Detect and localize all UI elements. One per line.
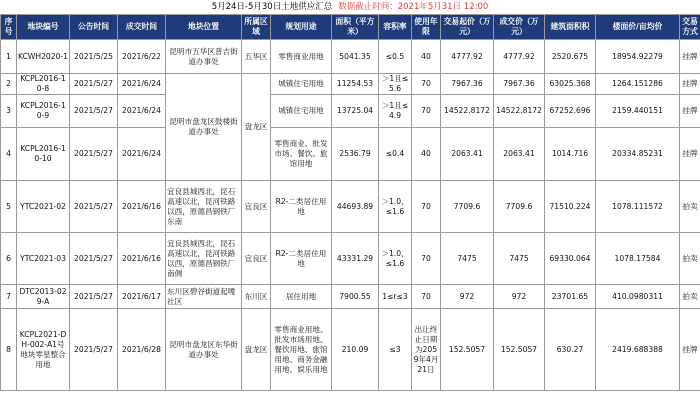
cell-term: 70 (412, 285, 441, 309)
cell-start-price: 7967.36 (441, 74, 494, 95)
cell-term: 70 (412, 74, 441, 95)
cell-location: 宜良县城西北，昆石高速以北，昆河铁路以西，原德昌钢铁厂东南 (166, 181, 242, 233)
cell-floor-area: 2520.675 (545, 40, 596, 74)
cell-trade-method: 挂牌 (680, 128, 700, 181)
cell-unit-price: 410.0980311 (596, 285, 680, 309)
cell-floor-area: 67252.696 (545, 95, 596, 128)
cell-unit-price: 20334.85231 (596, 128, 680, 181)
cell-deal-price: 7967.36 (494, 74, 545, 95)
cell-area: 13725.04 (332, 95, 379, 128)
cell-deal-price: 2063.41 (494, 128, 545, 181)
cell-deal-price: 7475 (494, 233, 545, 285)
cell-unit-price: 1264.151286 (596, 74, 680, 95)
cell-announce-date: 2021/5/27 (70, 181, 118, 233)
header-row (1, 15, 700, 40)
cell-deal-date: 2021/6/16 (118, 233, 166, 285)
cell-usage: 零售商业用地、批发市场用地、餐饮用地、旅馆用地、商务金融用地、娱乐用地 (271, 309, 332, 391)
cell-index: 7 (1, 285, 17, 309)
cell-trade-method: 挂牌 (680, 309, 700, 391)
cell-location: 昆明市五华区普吉街道办事处 (166, 40, 242, 74)
cell-announce-date: 2021/5/27 (70, 95, 118, 128)
cell-usage: R2-二类居住用地 (271, 181, 332, 233)
cell-deal-date: 2021/6/22 (118, 40, 166, 74)
cell-floor-area: 69330.064 (545, 233, 596, 285)
col-header-area: 面积（平方米） (332, 15, 379, 40)
cell-index: 6 (1, 233, 17, 285)
cell-floor-area: 63025.368 (545, 74, 596, 95)
col-header-deal-price: 成交价（万元） (494, 15, 545, 40)
cell-usage: 城镇住宅用地 (271, 95, 332, 128)
cell-parcel-id: KCPL2016-10-9 (17, 95, 70, 128)
cell-usage: 居住用地 (271, 285, 332, 309)
cell-term: 40 (412, 40, 441, 74)
cell-trade-method: 挂牌 (680, 40, 700, 74)
cell-district: 盘龙区 (242, 309, 271, 391)
cell-deal-date: 2021/6/24 (118, 95, 166, 128)
cell-deal-price: 152.5057 (494, 309, 545, 391)
cell-deal-date: 2021/6/17 (118, 285, 166, 309)
cell-index: 4 (1, 128, 17, 181)
cell-location-merged: 昆明市盘龙区鼓楼街道办事处 (166, 74, 242, 181)
cell-area: 11254.53 (332, 74, 379, 95)
cell-floor-area: 630.27 (545, 309, 596, 391)
cell-trade-method: 拍卖 (680, 181, 700, 233)
cell-announce-date: 2021/5/27 (70, 309, 118, 391)
cell-trade-method: 拍卖 (680, 233, 700, 285)
col-header-index: 序号 (1, 15, 17, 40)
cell-start-price: 7475 (441, 233, 494, 285)
cell-location: 昆明市盘龙区东华街道办事处 (166, 309, 242, 391)
cell-term: 出让终止日期为2059年4月21日 (412, 309, 441, 391)
col-header-location: 地块位置 (166, 15, 242, 40)
cell-index: 5 (1, 181, 17, 233)
cell-district: 宜良区 (242, 181, 271, 233)
table-row (1, 95, 700, 128)
cell-unit-price: 18954.92279 (596, 40, 680, 74)
cell-area: 2536.79 (332, 128, 379, 181)
cell-announce-date: 2021/5/27 (70, 285, 118, 309)
cell-district-merged: 盘龙区 (242, 74, 271, 181)
cell-trade-method: 拍卖 (680, 285, 700, 309)
cell-area: 44693.89 (332, 181, 379, 233)
col-header-district: 所属区域 (242, 15, 271, 40)
cell-parcel-id: YTC2021-03 (17, 233, 70, 285)
table-row (1, 309, 700, 391)
cell-plot-ratio: 1≤r≤3 (379, 285, 412, 309)
cell-deal-price: 14522.8172 (494, 95, 545, 128)
cell-plot-ratio: ≤3 (379, 309, 412, 391)
col-header-term: 使用年限 (412, 15, 441, 40)
cell-floor-area: 1014.716 (545, 128, 596, 181)
data-cutoff-note: 数据截止时间：2021年5月31日 12:00 (338, 2, 489, 12)
cell-index: 2 (1, 74, 17, 95)
cell-announce-date: 2021/5/25 (70, 40, 118, 74)
cell-index: 8 (1, 309, 17, 391)
cell-location: 宜良县城西北，昆石高速以北，昆河铁路以西，原德昌钢铁厂南侧 (166, 233, 242, 285)
cell-trade-method: 挂牌 (680, 95, 700, 128)
table-row (1, 74, 700, 95)
cell-plot-ratio: ＞1.0，≤1.6 (379, 233, 412, 285)
cell-usage: 零售商业、批发市场、餐饮、旅馆用地 (271, 128, 332, 181)
cell-term: 70 (412, 181, 441, 233)
cell-deal-price: 972 (494, 285, 545, 309)
col-header-start-price: 交易起价（万元） (441, 15, 494, 40)
cell-parcel-id: KCPL2021-DH-002-A1号地块零星整合用地 (17, 309, 70, 391)
cell-floor-area: 71510.224 (545, 181, 596, 233)
cell-unit-price: 2419.688388 (596, 309, 680, 391)
cell-start-price: 7709.6 (441, 181, 494, 233)
cell-unit-price: 1078.111572 (596, 181, 680, 233)
sheet-title: 5月24日-5月30日土地供应汇总 (211, 2, 333, 12)
cell-announce-date: 2021/5/27 (70, 74, 118, 95)
cell-start-price: 152.5057 (441, 309, 494, 391)
cell-parcel-id: KCPL2016-10-10 (17, 128, 70, 181)
table-row (1, 128, 700, 181)
cell-trade-method: 挂牌 (680, 74, 700, 95)
col-header-announce-date: 公告时间 (70, 15, 118, 40)
cell-start-price: 4777.92 (441, 40, 494, 74)
col-header-usage: 规划用途 (271, 15, 332, 40)
col-header-plot-ratio: 容积率 (379, 15, 412, 40)
cell-start-price: 14522.8172 (441, 95, 494, 128)
table-row (1, 233, 700, 285)
cell-deal-price: 7709.6 (494, 181, 545, 233)
cell-usage: R2-二类居住用地 (271, 233, 332, 285)
cell-term: 40 (412, 128, 441, 181)
cell-location: 东川区碧谷街道起嘎社区 (166, 285, 242, 309)
col-header-parcel-id: 地块编号 (17, 15, 70, 40)
cell-start-price: 2063.41 (441, 128, 494, 181)
cell-unit-price: 2159.440151 (596, 95, 680, 128)
cell-plot-ratio: ＞1且≤5.6 (379, 74, 412, 95)
cell-floor-area: 23701.65 (545, 285, 596, 309)
cell-index: 1 (1, 40, 17, 74)
land-supply-table (0, 14, 700, 391)
cell-deal-date: 2021/6/16 (118, 181, 166, 233)
cell-announce-date: 2021/5/27 (70, 233, 118, 285)
cell-deal-price: 4777.92 (494, 40, 545, 74)
cell-area: 43331.29 (332, 233, 379, 285)
cell-parcel-id: DTC2013-029-A (17, 285, 70, 309)
cell-plot-ratio: ＞1且≤4.9 (379, 95, 412, 128)
cell-area: 5041.35 (332, 40, 379, 74)
cell-parcel-id: KCWH2020-1 (17, 40, 70, 74)
cell-area: 7900.55 (332, 285, 379, 309)
col-header-unit-price: 楼面价/亩均价 (596, 15, 680, 40)
cell-parcel-id: KCPL2016-10-8 (17, 74, 70, 95)
cell-district: 五华区 (242, 40, 271, 74)
col-header-deal-date: 成交时间 (118, 15, 166, 40)
table-row (1, 285, 700, 309)
cell-start-price: 972 (441, 285, 494, 309)
cell-unit-price: 1078.17584 (596, 233, 680, 285)
cell-area: 210.09 (332, 309, 379, 391)
cell-district: 宜良区 (242, 233, 271, 285)
sheet-title-bar (0, 0, 700, 14)
cell-term: 70 (412, 233, 441, 285)
cell-usage: 城镇住宅用地 (271, 74, 332, 95)
cell-plot-ratio: ≤0.4 (379, 128, 412, 181)
cell-term: 70 (412, 95, 441, 128)
cell-district: 东川区 (242, 285, 271, 309)
col-header-floor-area: 建筑面积积 (545, 15, 596, 40)
cell-parcel-id: YTC2021-02 (17, 181, 70, 233)
cell-plot-ratio: ≤0.5 (379, 40, 412, 74)
cell-plot-ratio: ＞1.0，≤1.6 (379, 181, 412, 233)
col-header-trade-method: 交易方式 (680, 15, 700, 40)
table-row (1, 181, 700, 233)
cell-deal-date: 2021/6/24 (118, 74, 166, 95)
table-row (1, 40, 700, 74)
cell-usage: 零售商业用地 (271, 40, 332, 74)
cell-announce-date: 2021/5/27 (70, 128, 118, 181)
cell-deal-date: 2021/6/24 (118, 128, 166, 181)
cell-deal-date: 2021/6/28 (118, 309, 166, 391)
cell-index: 3 (1, 95, 17, 128)
